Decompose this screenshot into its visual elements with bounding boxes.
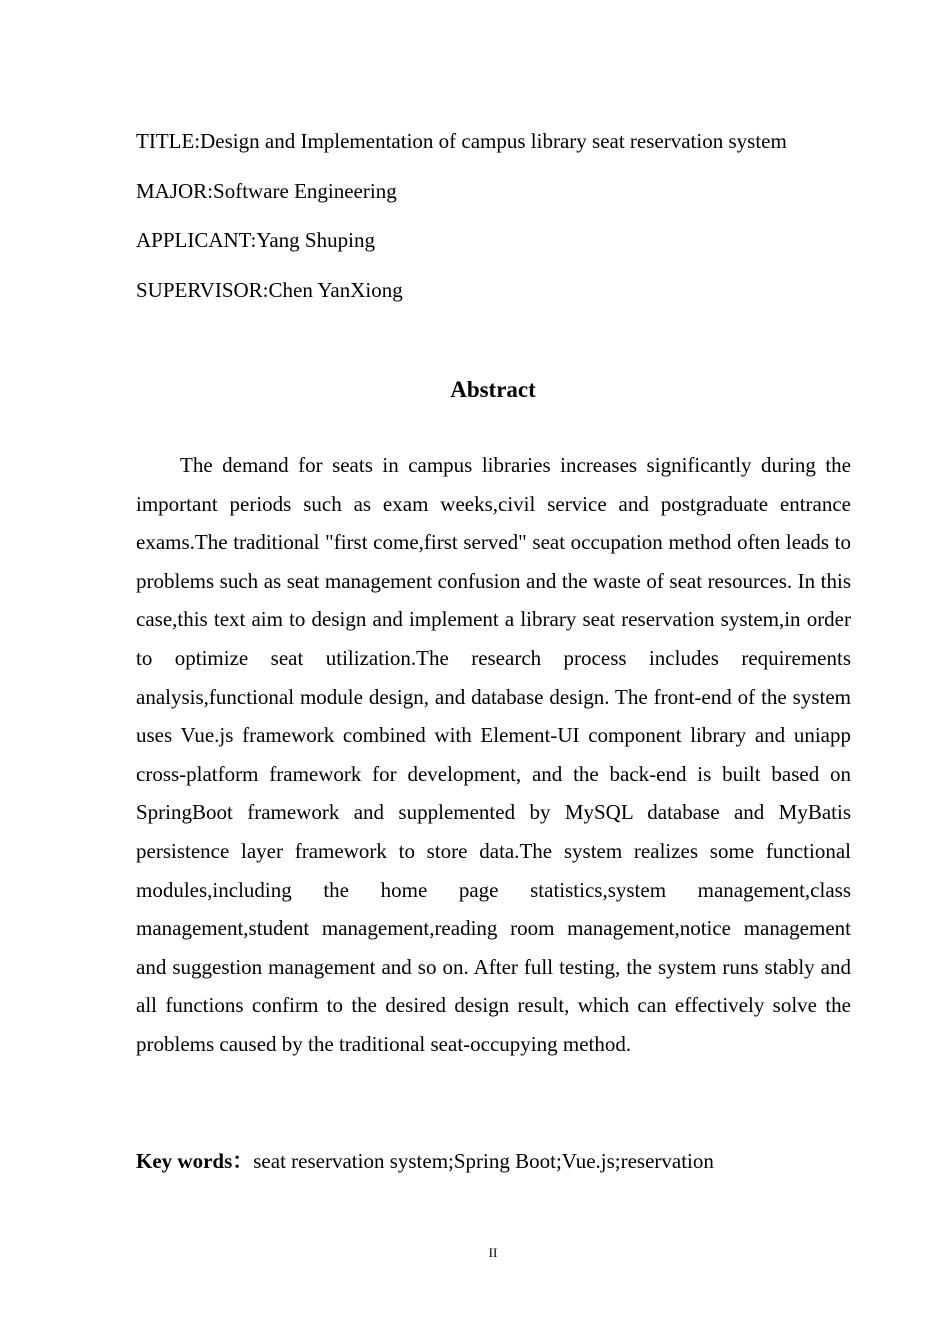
applicant-line: APPLICANT:Yang Shuping bbox=[136, 228, 375, 252]
major-line: MAJOR:Software Engineering bbox=[136, 179, 397, 203]
supervisor-line: SUPERVISOR:Chen YanXiong bbox=[136, 278, 403, 302]
abstract-body: The demand for seats in campus libraries increases significantly during the important periods such as exam weeks,civil service and postgraduate entrance exams.The traditional "first come,first served" seat occupation method often leads to problems such as seat management confusion and the waste of seat resources. In this case,this text aim to design and implement a library seat reservation system,in order to optimize seat utilization.The research process includes requirements analysis,functional module design, and database design. The front-end of the system uses Vue.js framework combined with Element-UI component library and uniapp cross-platform framework for development, and the back-end is built based on SpringBoot framework and supplemented by MySQL database and MyBatis persistence layer framework to store data.The system realizes some functional modules,including the home page statistics,system management,class management,student management,reading room management,notice management and suggestion management and so on. After full testing, the system runs stably and all functions confirm to the desired design result, which can effectively solve the problems caused by the traditional seat-occupying method. bbox=[136, 453, 851, 1056]
keywords-value: seat reservation system;Spring Boot;Vue.js;reservation bbox=[253, 1149, 714, 1173]
thesis-title-line: TITLE:Design and Implementation of campus library seat reservation system bbox=[136, 129, 787, 153]
abstract-heading: Abstract bbox=[450, 377, 536, 402]
page-number: II bbox=[488, 1245, 498, 1260]
keywords-label: Key words： bbox=[136, 1149, 254, 1173]
keywords-line bbox=[136, 1147, 714, 1175]
